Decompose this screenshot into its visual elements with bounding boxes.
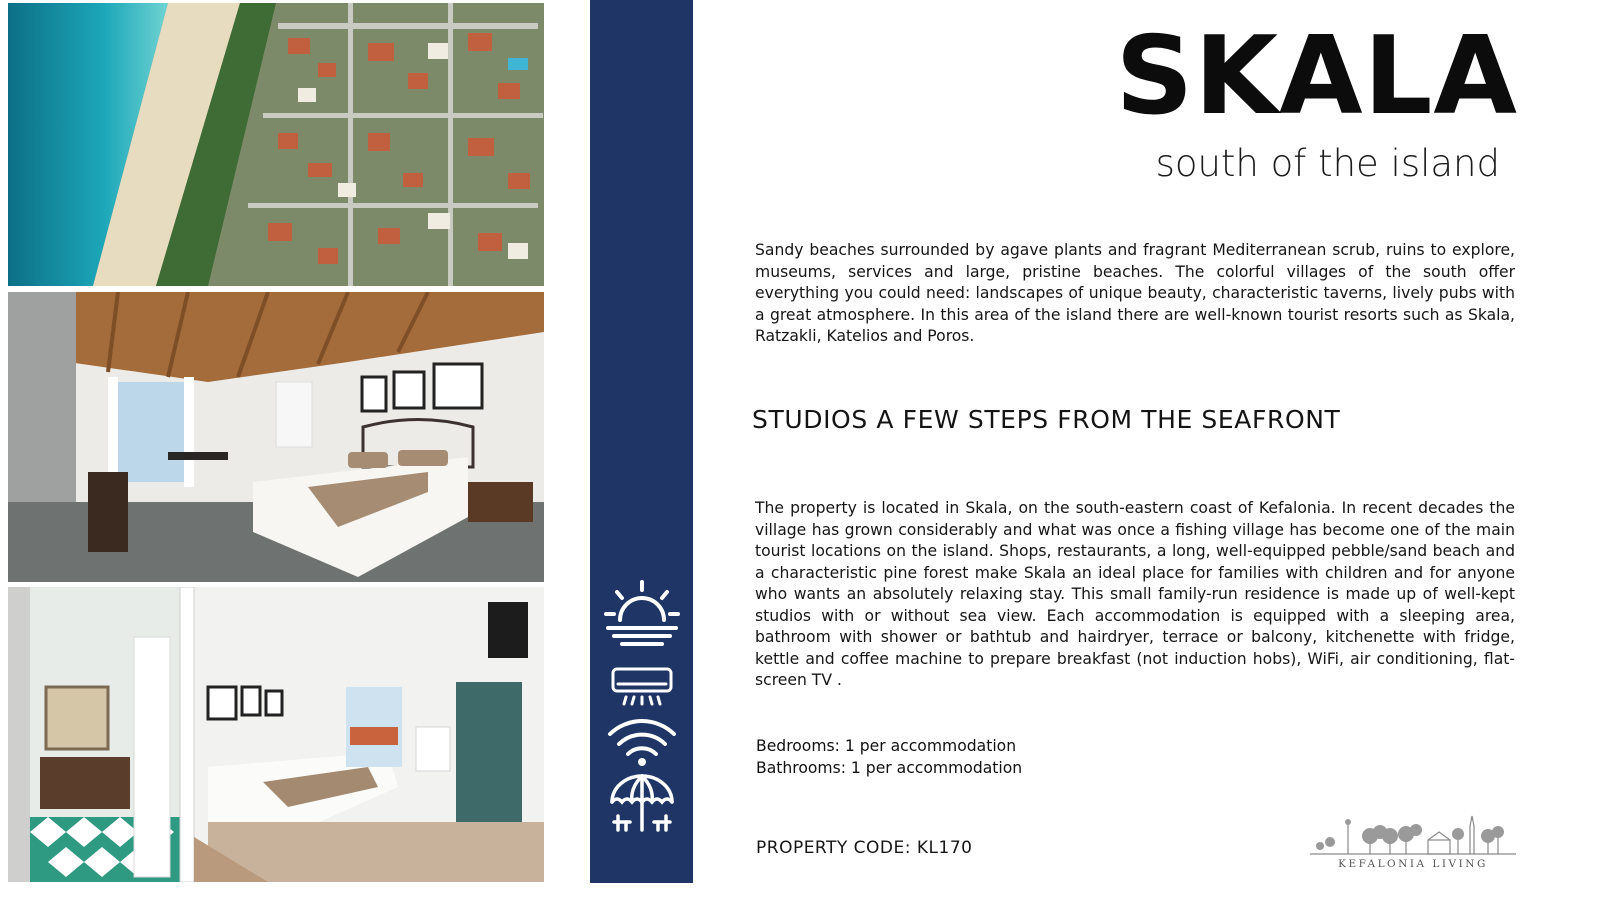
aerial-beach-photo xyxy=(8,3,544,286)
property-code: PROPERTY CODE: KL170 xyxy=(756,838,973,858)
wifi-icon xyxy=(600,718,684,768)
page-subtitle: south of the island xyxy=(1155,142,1500,185)
sunrise-icon xyxy=(600,578,684,650)
air-conditioner-icon xyxy=(600,665,684,709)
beach-umbrella-icon xyxy=(600,772,684,836)
twin-room-photo xyxy=(8,587,544,882)
logo-text: KEFALONIA LIVING xyxy=(1338,858,1488,870)
section-heading: STUDIOS A FEW STEPS FROM THE SEAFRONT xyxy=(752,405,1341,434)
kefalonia-living-logo xyxy=(1308,812,1518,874)
page-title: SKALA xyxy=(1115,14,1518,139)
bedrooms-fact: Bedrooms: 1 per accommodation xyxy=(756,737,1017,755)
intro-paragraph: Sandy beaches surrounded by agave plants and fragrant Mediterranean scrub, ruins to explore, museums, services and large, pristine beaches. The colorful villages of the south offer everything you could need: landscapes of unique beauty, characteristic taverns, lively pubs with a great atmosphere. In this area of the island there are well-known tourist resorts such as Skala, Ratzakli, Katelios and Poros. xyxy=(755,241,1515,345)
bedroom-photo xyxy=(8,292,544,582)
room-facts xyxy=(756,736,1022,779)
bathrooms-fact: Bathrooms: 1 per accommodation xyxy=(756,758,1023,777)
amenities-band xyxy=(590,0,693,883)
property-description: The property is located in Skala, on the south-eastern coast of Kefalonia. In recent decades the village has grown considerably and what was once a fishing village has become one of the main tourist locations on the island. Shops, restaurants, a long, well-equipped pebble/sand beach and a characteristic pine forest make Skala an ideal place for families with children and for anyone who wants an absolutely relaxing stay. This small family-run residence is made up of well-kept studios with or without sea view. Each accommodation is equipped with a sleeping area, bathroom with shower or bathtub and hairdryer, terrace or balcony, kitchenette with fridge, kettle and coffee machine to prepare breakfast (not induction hobs), WiFi, air conditioning, flat-screen TV . xyxy=(755,499,1515,689)
